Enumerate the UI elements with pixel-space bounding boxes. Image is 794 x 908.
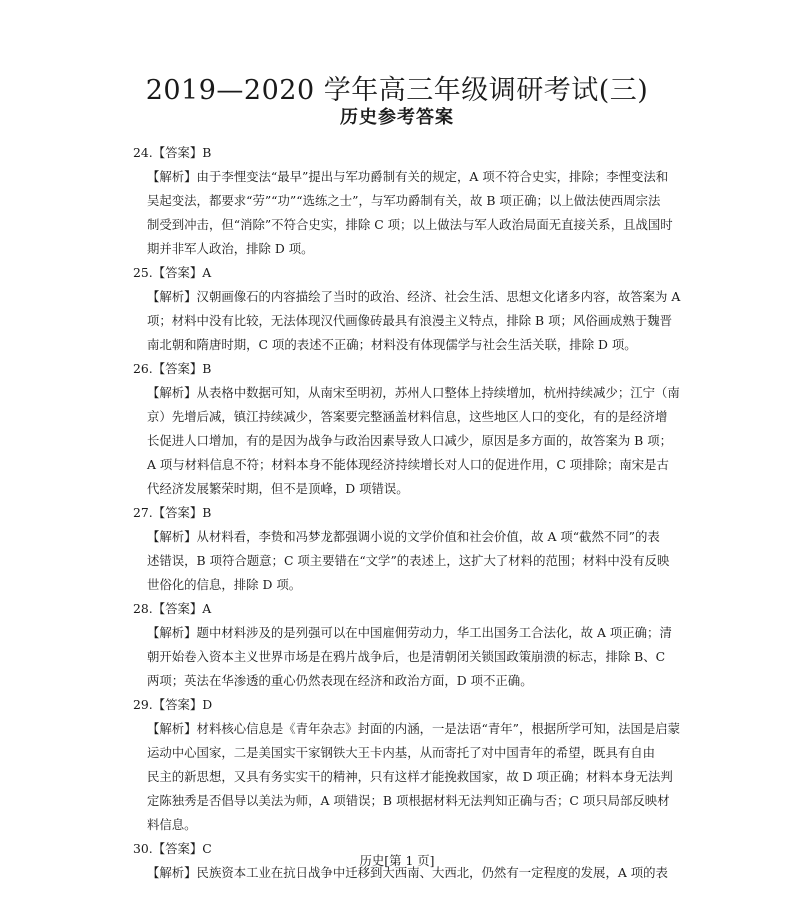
answer-line: 28.【答案】A bbox=[133, 601, 212, 616]
analysis-line: 料信息。 bbox=[147, 817, 197, 832]
analysis-line: 民主的新思想，又具有务实实干的精神，只有这样才能挽救国家，故 D 项正确；材料本身无法判 bbox=[147, 769, 673, 784]
analysis-line: 【解析】汉朝画像石的内容描绘了当时的政治、经济、社会生活、思想文化诸多内容，故答案为 A bbox=[147, 289, 681, 304]
answer-line: 27.【答案】B bbox=[133, 505, 212, 520]
analysis-line: 定陈独秀是否倡导以美法为师，A 项错误；B 项根据材料无法判知正确与否；C 项只局部反映材 bbox=[147, 793, 670, 808]
analysis-line: 【解析】由于李悝变法“最早”提出与军功爵制有关的规定，A 项不符合史实，排除；李悝变法和 bbox=[147, 169, 669, 184]
question-block bbox=[133, 357, 681, 501]
answer-line: 30.【答案】C bbox=[133, 841, 212, 856]
question-block bbox=[133, 141, 681, 261]
analysis-line: 【解析】民族资本工业在抗日战争中迁移到大西南、大西北，仍然有一定程度的发展，A 项的表 bbox=[147, 865, 668, 880]
analysis-line: 代经济发展繁荣时期，但不是顶峰，D 项错误。 bbox=[147, 481, 409, 496]
analysis-line: 【解析】从材料看，李贽和冯梦龙都强调小说的文学价值和社会价值，故 A 项“截然不同”的表 bbox=[147, 529, 660, 544]
answer-line: 26.【答案】B bbox=[133, 361, 212, 376]
analysis-line: 京）先增后减，镇江持续减少，答案要完整涵盖材料信息，这些地区人口的变化，有的是经济增 bbox=[147, 409, 668, 424]
answer-list bbox=[133, 141, 681, 885]
analysis-line: 【解析】材料核心信息是《青年杂志》封面的内涵，一是法语“青年”，根据所学可知，法国是启蒙 bbox=[147, 721, 681, 736]
page-footer: 历史[第 1 页] bbox=[359, 853, 435, 868]
analysis-line: 【解析】题中材料涉及的是列强可以在中国雇佣劳动力，华工出国务工合法化，故 A 项正确；清 bbox=[147, 625, 672, 640]
analysis-line: 制受到冲击，但“消除”不符合史实，排除 C 项；以上做法与军人政治局面无直接关系，且战国时 bbox=[147, 217, 673, 232]
page-subtitle: 历史参考答案 bbox=[340, 107, 454, 128]
analysis-line: 朝开始卷入资本主义世界市场是在鸦片战争后，也是清朝闭关锁国政策崩溃的标志，排除 B、C bbox=[147, 649, 666, 664]
analysis-line: 述错误，B 项符合题意；C 项主要错在“文学”的表述上，这扩大了材料的范围；材料中没有反映 bbox=[147, 553, 670, 568]
answer-line: 24.【答案】B bbox=[133, 145, 212, 160]
analysis-line: 运动中心国家，二是美国实干家钢铁大王卡内基，从而寄托了对中国青年的希望，既具有自由 bbox=[147, 745, 656, 760]
analysis-line: 世俗化的信息，排除 D 项。 bbox=[147, 577, 302, 592]
question-block bbox=[133, 597, 681, 693]
question-block bbox=[133, 501, 681, 597]
analysis-line: 两项；英法在华渗透的重心仍然表现在经济和政治方面，D 项不正确。 bbox=[147, 673, 533, 688]
analysis-line: A 项与材料信息不符；材料本身不能体现经济持续增长对人口的促进作用，C 项排除；南宋是古 bbox=[147, 457, 669, 472]
analysis-line: 南北朝和隋唐时期，C 项的表述不正确；材料没有体现儒学与社会生活关联，排除 D 项。 bbox=[147, 337, 637, 352]
analysis-line: 期并非军人政治，排除 D 项。 bbox=[147, 241, 314, 256]
analysis-line: 长促进人口增加，有的是因为战争与政治因素导致人口减少，原因是多方面的，故答案为 B 项； bbox=[147, 433, 672, 448]
analysis-line: 【解析】从表格中数据可知，从南宋至明初，苏州人口整体上持续增加，杭州持续减少；江宁（南 bbox=[147, 385, 680, 400]
analysis-line: 吴起变法，都要求“劳”“功”“选练之士”，与军功爵制有关，故 B 项正确；以上做法使西周宗法 bbox=[147, 193, 661, 208]
answer-line: 29.【答案】D bbox=[133, 697, 213, 712]
analysis-line: 项；材料中没有比较，无法体现汉代画像砖最具有浪漫主义特点，排除 B 项；风俗画成熟于魏晋 bbox=[147, 313, 672, 328]
question-block bbox=[133, 693, 681, 837]
page-title: 2019—2020 学年高三年级调研考试(三) bbox=[145, 75, 649, 106]
answer-line: 25.【答案】A bbox=[133, 265, 212, 280]
question-block bbox=[133, 261, 681, 357]
